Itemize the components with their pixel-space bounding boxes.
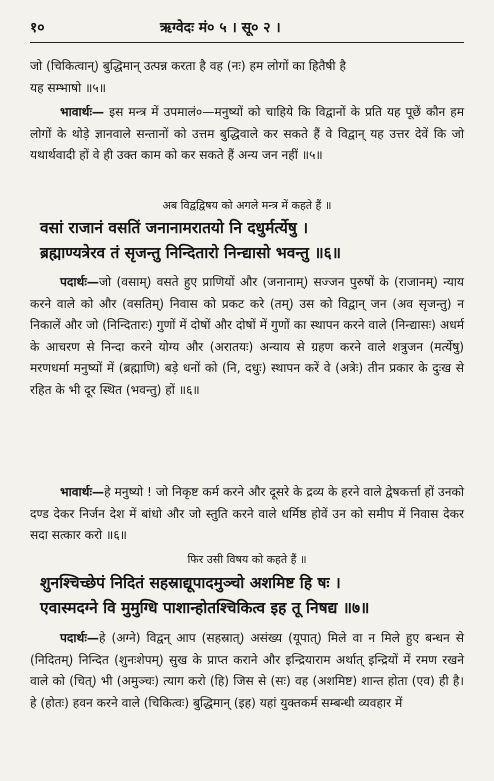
padartha-label: पदार्थः—: [60, 631, 99, 645]
bhavartha-text: हे मनुष्यो ! जो निकृष्ट कर्म करने और दूसरे के द्रव्य के हरने वाले द्वेषकर्त्ता हों उनको दण्ड देकर निर्जन देश में बांधो और जो स्तुति करने वाले धर्मिष्ठ होवें उन को समीप में निवास देकर सदा सत्कार करो ॥६॥: [30, 485, 464, 542]
padartha-6: [30, 272, 464, 401]
bhavartha-label: भावार्थः—: [60, 105, 105, 119]
mantra-7: [40, 570, 464, 620]
mantra-6-intro: अब विद्वद्विषय को अगले मन्त्र में कहते हैं ॥: [162, 199, 332, 212]
padartha-7: [30, 628, 464, 714]
mantra-6-line-1: वसां राजानं वसतिं जनानामरातयो नि दधुर्मर्त्येषु ।: [40, 218, 309, 237]
mantra-7-line-2: एवास्मदग्ने वि मुमुग्धि पाशान्होतश्चिकित्व इह तू निषद्य ॥७॥: [40, 598, 370, 617]
mantra-6: [40, 215, 464, 265]
prev-line-1: जो (चिकित्वान्) बुद्धिमान् उत्पन्न करता है वह (नः) हम लोगों का हितैषी है: [30, 59, 346, 73]
mantra-6-line-2: ब्रह्माण्यत्रेरव तं सृजन्तु निन्दितारो निन्द्यासो भवन्तु ॥६॥: [40, 243, 341, 262]
page-header: [30, 18, 464, 40]
page-number: १०: [30, 20, 45, 36]
prev-line-2: यह सम्भाषो ॥५॥: [30, 80, 107, 95]
bhavartha-5: [30, 102, 464, 167]
mantra-7-line-1: शुनश्चिच्छेपं निदितं सहस्राद्यूपादमुञ्चो अशमिष्ट हि षः ।: [40, 573, 341, 592]
bhavartha-6: [30, 482, 464, 547]
bhavartha-label: भावार्थः—: [60, 485, 105, 499]
bhavartha-text: इस मन्त्र में उपमालं०—मनुष्यों को चाहिये कि विद्वानों के प्रति यह पूछें कौन हम लोगों के थोड़े ज्ञानवाले सन्तानों को उत्तम बुद्धिवाले कर सकते हैं वे विद्वान् यह उत्तर देवें कि जो यथार्थवादी हों वे ही उक्त काम को कर सकते हैं अन्य जन नहीं ॥५॥: [30, 105, 464, 162]
padartha-label: पदार्थः—: [60, 275, 99, 289]
padartha-text: हे (अग्ने) विद्वन् आप (सहस्रात्) असंख्य (यूपात्) मिले वा न मिले हुए बन्धन से (निदितम्) निन्दित (शुनःशेपम्) सुख के प्राप्त कराने और इन्द्रियाराम अर्थात् इन्द्रियों में रमण रखने वाले को (चित्) भी (अमुञ्चः) त्याग करो (हि) जिस से (सः) वह (अशमिष्ट) शान्त होता (एव) ही है। हे (होतः) हवन करने वाले (चिकित्वः) बुद्धिमान् (इह) यहां युक्तकर्म सम्बन्धी व्यवहार में: [30, 631, 464, 710]
running-title: ऋग्वेदः मं० ५ । सू० २ ।: [160, 20, 281, 36]
mantra-7-intro: फिर उसी विषय को कहते हैं ॥: [187, 553, 307, 566]
header-rule: [30, 42, 464, 43]
prev-continuation: [30, 56, 464, 99]
padartha-text: जो (वसाम्) वसते हुए प्राणियों और (जनानाम्) सज्जन पुरुषों के (राजानम्) न्याय करने वाले को और (वसतिम्) निवास को प्रकट करे (तम्) उस को विद्वान् जन (अव सृजन्तु) न निकालें और जो (निन्दितारः) गुणों में दोषों और दोषों में गुणों का स्थापन करने वाले (निन्द्यासः) अधर्म के आचरण से निन्दा करने योग्य और (अरातयः) अन्याय से ग्रहण करने वाले शत्रुजन (मर्त्येषु) मरणधर्मा मनुष्यों में (ब्रह्माणि) बड़े धनों को (नि, दधुः) स्थापन करें वे (अत्रेः) तीन प्रकार के दुःख से रहित के भी दूर स्थित (भवन्तु) हों ॥६॥: [30, 275, 464, 397]
